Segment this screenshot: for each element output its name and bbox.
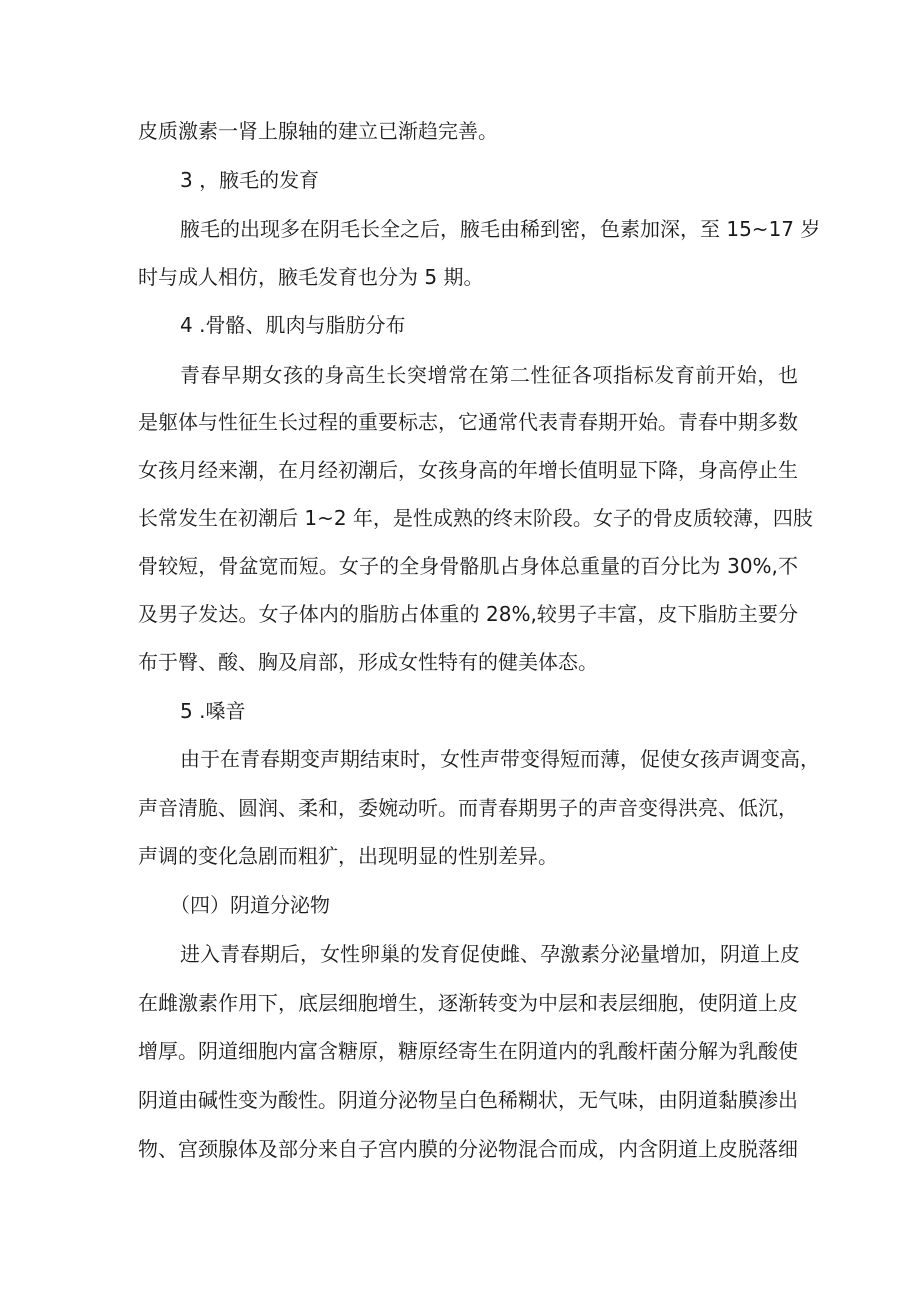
text-line: 布于臀、酸、胸及肩部，形成女性特有的健美体态。 (138, 650, 598, 674)
text-line: 阴道由碱性变为酸性。阴道分泌物呈白色稀糊状，无气味，由阴道黏膜渗出 (138, 1088, 798, 1112)
text-line: 及男子发达。女子体内的脂肪占体重的 28%,较男子丰富，皮下脂肪主要分 (138, 602, 798, 626)
section-heading-vaginal-secretion: （四）阴道分泌物 (170, 893, 330, 917)
text-line: 是躯体与性征生长过程的重要标志，它通常代表青春期开始。青春中期多数 (138, 410, 798, 434)
text-line: 在雌激素作用下，底层细胞增生，逐渐转变为中层和表层细胞，使阴道上皮 (138, 991, 798, 1015)
text-line: 长常发生在初潮后 1~2 年，是性成熟的终末阶段。女子的骨皮质较薄，四肢 (138, 506, 813, 530)
text-line: 增厚。阴道细胞内富含糖原，糖原经寄生在阴道内的乳酸杆菌分解为乳酸使 (138, 1039, 798, 1063)
text-line: 物、宫颈腺体及部分来自子宫内膜的分泌物混合而成，内含阴道上皮脱落细 (138, 1137, 798, 1161)
section-heading-voice: 5 .嗓音 (180, 699, 246, 723)
text-line: 由于在青春期变声期结束时，女性声带变得短而薄，促使女孩声调变高， (180, 747, 820, 771)
text-line: 时与成人相仿，腋毛发育也分为 5 期。 (138, 265, 484, 289)
text-line: 声音清脆、圆润、柔和，委婉动听。而青春期男子的声音变得洪亮、低沉， (138, 796, 798, 820)
text-line: 进入青春期后，女性卵巢的发育促使雌、孕激素分泌量增加，阴道上皮 (180, 942, 800, 966)
text-line: 青春早期女孩的身高生长突增常在第二性征各项指标发育前开始，也 (180, 363, 798, 387)
section-heading-skeleton: 4 .骨骼、肌肉与脂肪分布 (180, 313, 406, 337)
text-line: 皮质激素一肾上腺轴的建立已渐趋完善。 (138, 119, 498, 143)
text-line: 腋毛的出现多在阴毛长全之后，腋毛由稀到密，色素加深，至 15~17 岁 (180, 217, 821, 241)
text-line: 骨较短，骨盆宽而短。女子的全身骨骼肌占身体总重量的百分比为 30%,不 (138, 554, 798, 578)
text-line: 女孩月经来潮，在月经初潮后，女孩身高的年增长值明显下降，身高停止生 (138, 458, 798, 482)
section-heading-axillary-hair: 3 ，腋毛的发育 (180, 168, 320, 192)
text-line: 声调的变化急剧而粗犷，出现明显的性别差异。 (138, 844, 558, 868)
